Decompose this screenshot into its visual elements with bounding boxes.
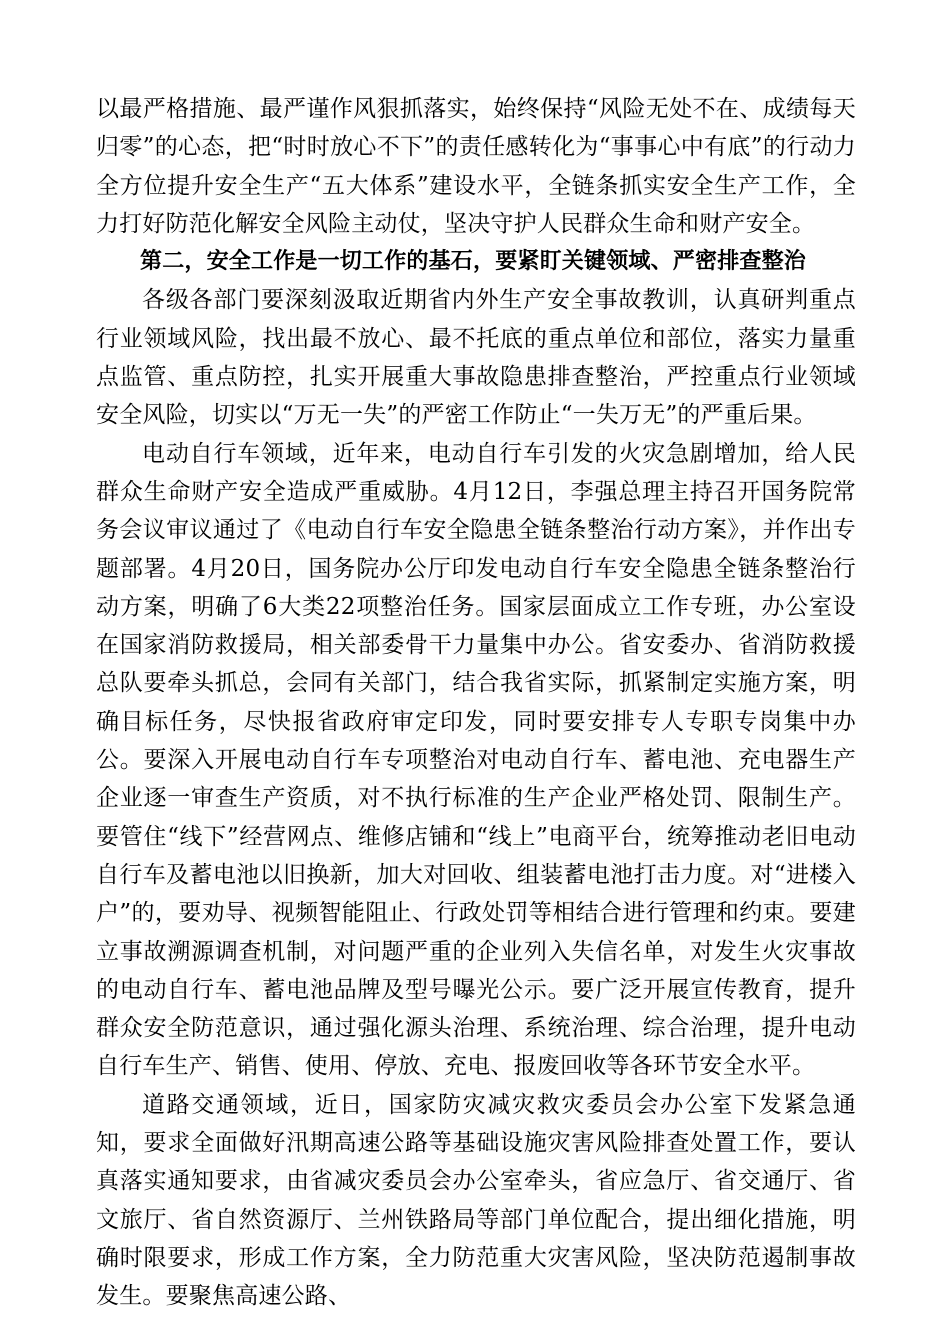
paragraph-road-traffic: 道路交通领域，近日，国家防灾减灾救灾委员会办公室下发紧急通知，要求全面做好汛期高速公路等基础设施灾害风险排查处置工作，要认真落实通知要求，由省减灾委员会办公室牵头，省应急厅、省交通厅、省文旅厅、省自然资源厅、兰州铁路局等部门单位配合，提出细化措施，明确时限要求，形成工作方案，全力防范重大灾害风险，坚决防范遏制事故发生。要聚焦高速公路、 [96,1091,856,1310]
document-page [96,90,856,1316]
section-heading-second: 第二，安全工作是一切工作的基石，要紧盯关键领域、严密排查整治 [140,249,807,275]
paragraph-opening: 以最严格措施、最严谨作风狠抓落实，始终保持“风险无处不在、成绩每天归零”的心态，把“时时放心不下”的责任感转化为“事事心中有底”的行动力全方位提升安全生产“五大体系”建设水平，全链条抓实安全生产工作，全力打好防范化解安全风险主动仗，坚决守护人民群众生命和财产安全。 [96,96,856,237]
paragraph-electric-bicycle: 电动自行车领域，近年来，电动自行车引发的火灾急剧增加，给人民群众生命财产安全造成严重威胁。4月12日，李强总理主持召开国务院常务会议审议通过了《电动自行车安全隐患全链条整治行动方案》，并作出专题部署。4月20日，国务院办公厅印发电动自行车安全隐患全链条整治行动方案，明确了6大类22项整治任务。国家层面成立工作专班，办公室设在国家消防救援局，相关部委骨干力量集中办公。省安委办、省消防救援总队要牵头抓总，会同有关部门，结合我省实际，抓紧制定实施方案，明确目标任务，尽快报省政府审定印发，同时要安排专人专职专岗集中办公。要深入开展电动自行车专项整治对电动自行车、蓄电池、充电器生产企业逐一审查生产资质，对不执行标准的生产企业严格处罚、限制生产。要管住“线下”经营网点、维修店铺和“线上”电商平台，统筹推动老旧电动自行车及蓄电池以旧换新，加大对回收、组装蓄电池打击力度。对“进楼入户”的，要劝导、视频智能阻止、行政处罚等相结合进行管理和约束。要建立事故溯源调查机制，对问题严重的企业列入失信名单，对发生火灾事故的电动自行车、蓄电池品牌及型号曝光公示。要广泛开展宣传教育，提升群众安全防范意识，通过强化源头治理、系统治理、综合治理，提升电动自行车生产、销售、使用、停放、充电、报废回收等各环节安全水平。 [96,440,856,1080]
paragraph-key-areas: 各级各部门要深刻汲取近期省内外生产安全事故教训，认真研判重点行业领域风险，找出最不放心、最不托底的重点单位和部位，落实力量重点监管、重点防控，扎实开展重大事故隐患排查整治，严控重点行业领域安全风险，切实以“万无一失”的严密工作防止“一失万无”的严重后果。 [96,287,856,429]
